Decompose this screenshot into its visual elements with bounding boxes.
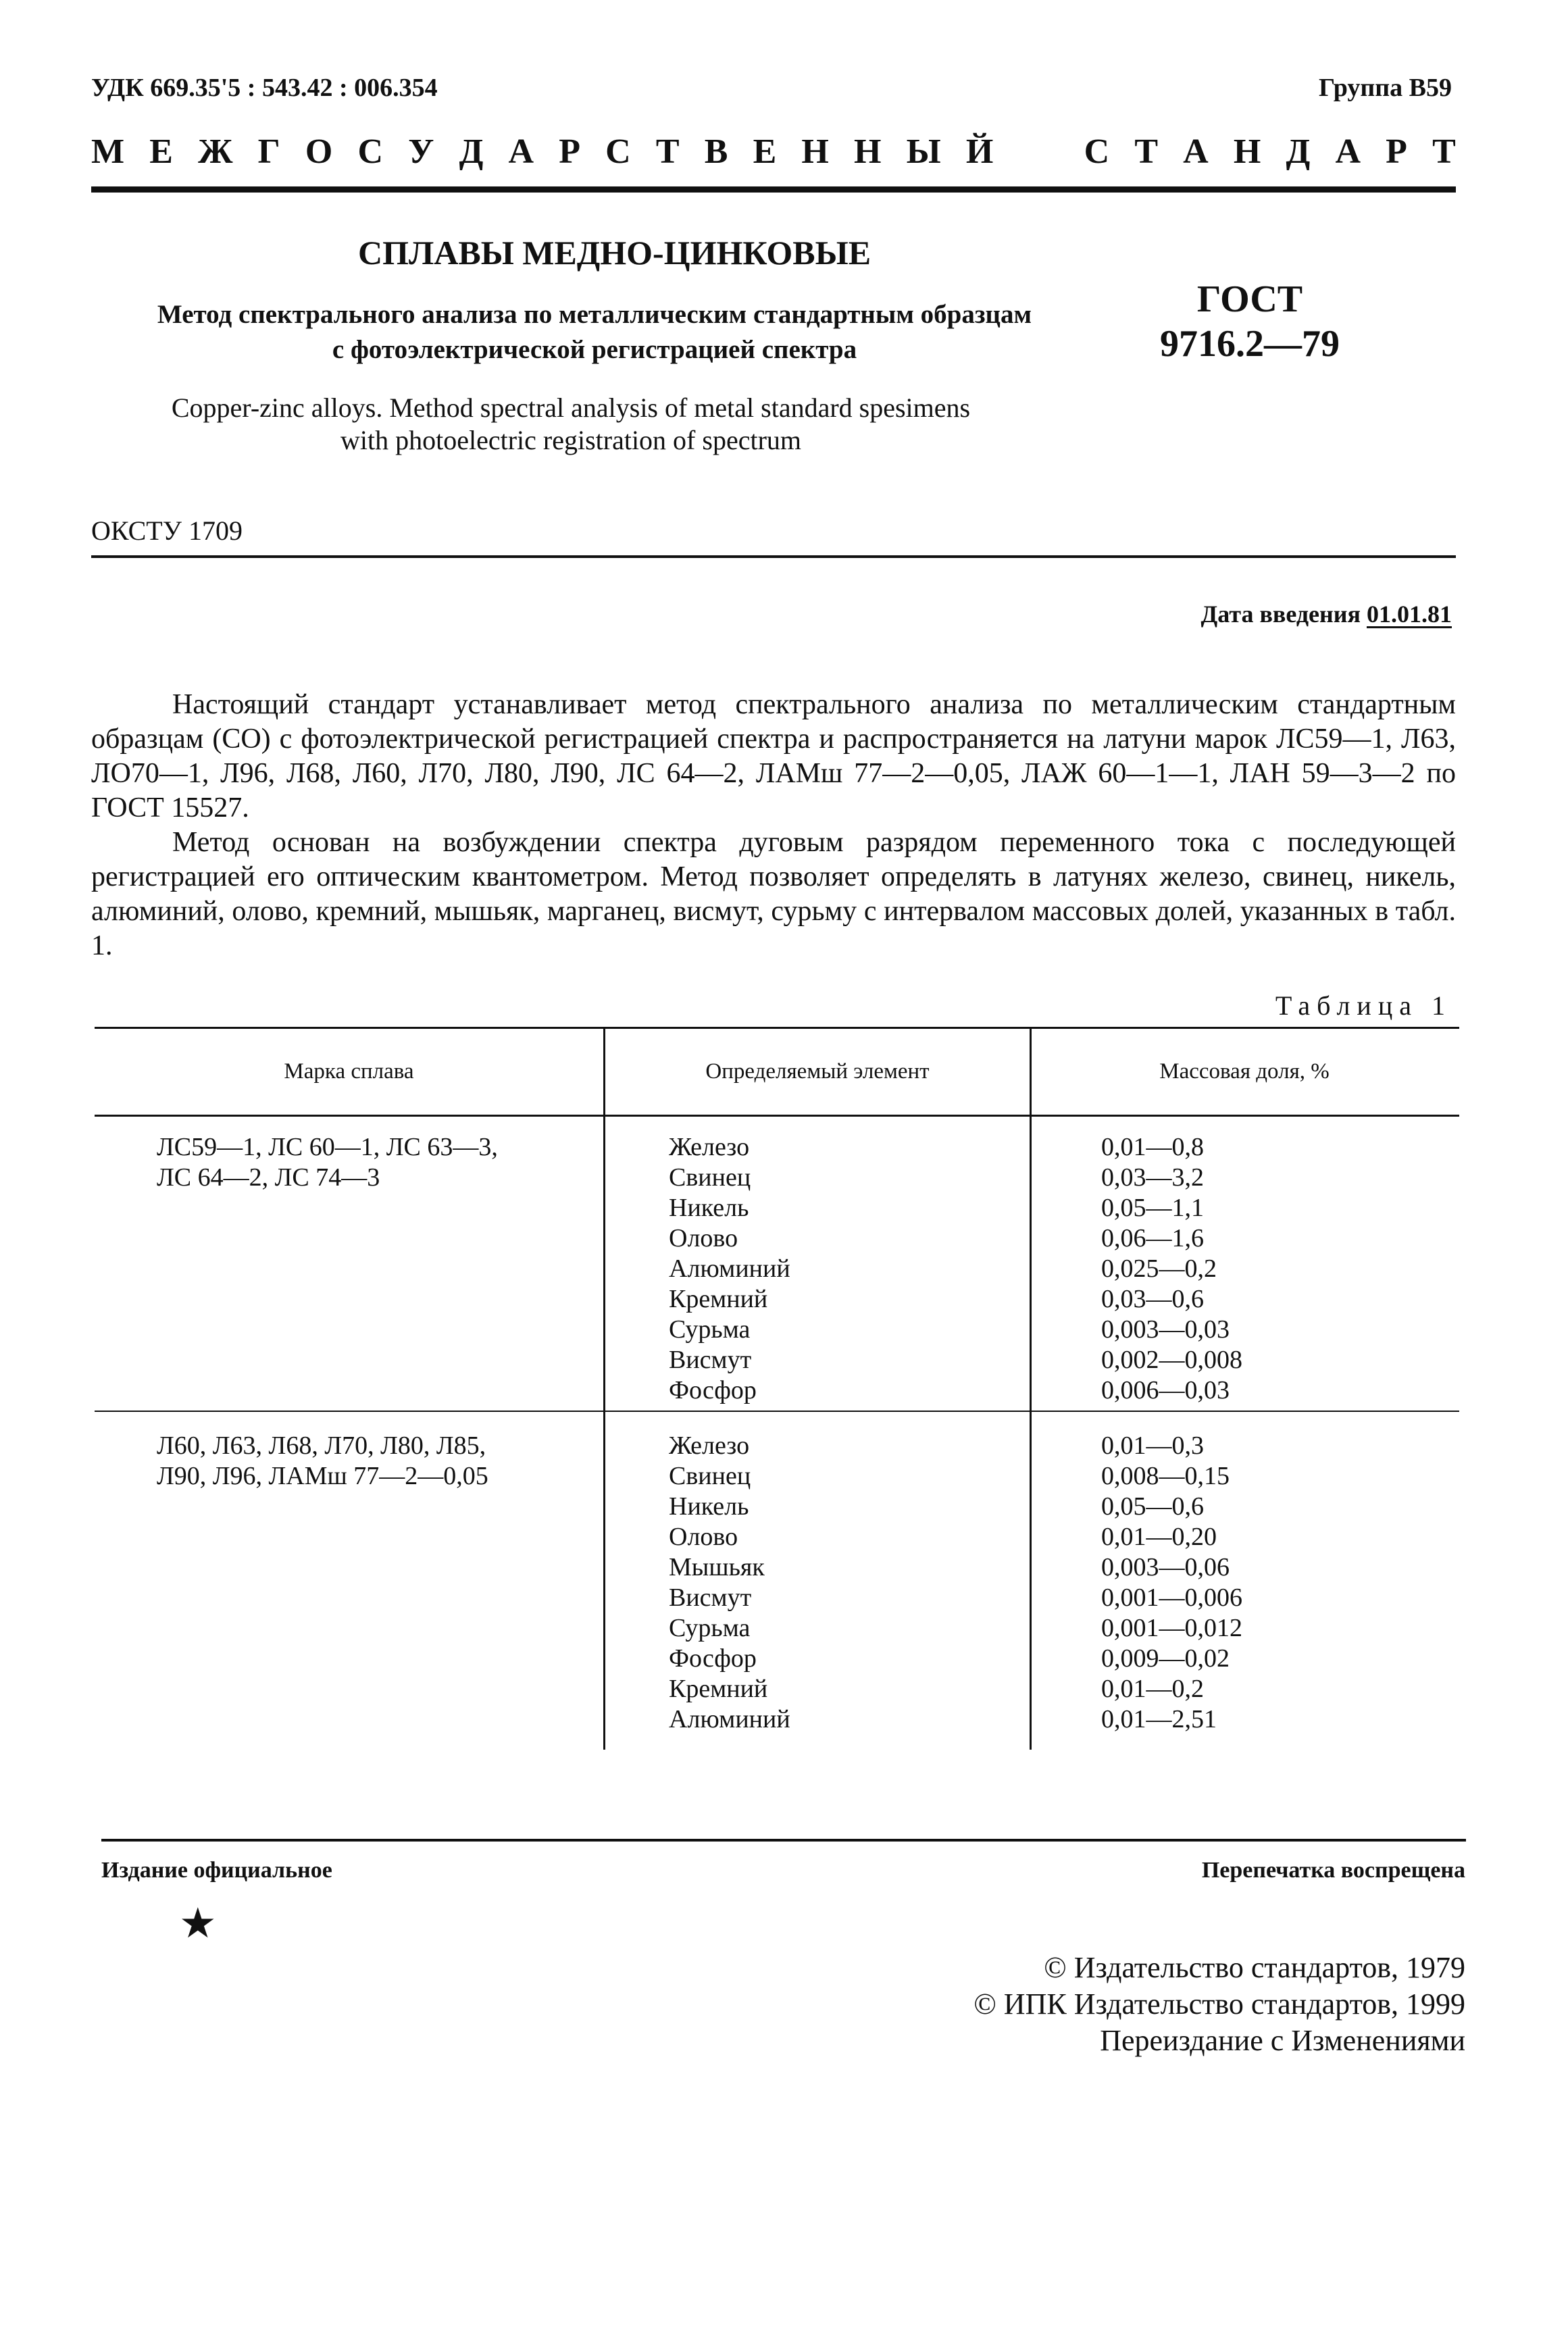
banner-letter: А — [1335, 132, 1361, 171]
fraction-list — [1101, 1431, 1242, 1735]
element-item: Кремний — [669, 1285, 768, 1313]
alloy-line: Л90, Л96, ЛАМш 77—2—0,05 — [157, 1462, 488, 1490]
element-item: Сурьма — [669, 1315, 751, 1344]
fraction-item: 0,05—0,6 — [1101, 1492, 1204, 1521]
fraction-item: 0,002—0,008 — [1101, 1346, 1242, 1374]
star-icon: ★ — [179, 1901, 217, 1947]
banner-letter: Ж — [198, 132, 233, 171]
element-item: Никель — [669, 1194, 749, 1222]
banner-letter: О — [305, 132, 333, 171]
banner-letter: Т — [1432, 132, 1456, 171]
element-item: Никель — [669, 1492, 749, 1521]
banner-letter: Е — [149, 132, 173, 171]
table-group-rule — [95, 1411, 1459, 1412]
table-top-rule — [95, 1027, 1459, 1029]
english-title — [108, 392, 1034, 457]
gost-label: ГОСТ — [1196, 278, 1303, 320]
banner-letter: Н — [801, 132, 829, 171]
fraction-item: 0,01—0,8 — [1101, 1133, 1204, 1161]
element-item: Свинец — [669, 1163, 751, 1192]
oksty-rule — [91, 555, 1456, 558]
fraction-item: 0,003—0,06 — [1101, 1553, 1230, 1581]
banner-letter: Г — [257, 132, 280, 171]
banner-letter: С — [605, 132, 631, 171]
standard-banner — [91, 132, 1456, 172]
fraction-item: 0,008—0,15 — [1101, 1462, 1230, 1490]
table-header-alloy: Марка сплава — [284, 1059, 414, 1084]
subtitle-line: Метод спектрального анализа по металлическим стандартным образцам — [157, 300, 1032, 329]
banner-thick-rule — [91, 186, 1456, 193]
document-subtitle — [95, 297, 1094, 367]
alloy-line: ЛС 64—2, ЛС 74—3 — [157, 1163, 380, 1192]
fraction-item: 0,06—1,6 — [1101, 1224, 1204, 1252]
paragraph-method: Метод основан на возбуждении спектра дуговым разрядом переменного тока с последующей регистрацией его оптическим квантометром. Метод позволяет определять в латунях железо, свинец, никель, алюминий, олово, кремний, мышьяк, марганец, висмут, сурьму с интервалом массовых долей, указанных в табл. 1. — [91, 827, 1456, 961]
banner-letter: Ы — [906, 132, 941, 171]
alloy-line: ЛС59—1, ЛС 60—1, ЛС 63—3, — [157, 1133, 498, 1161]
copyright-line: © ИПК Издательство стандартов, 1999 — [973, 1987, 1465, 2021]
element-item: Мышьяк — [669, 1553, 765, 1581]
fraction-item: 0,05—1,1 — [1101, 1194, 1204, 1222]
alloy-cell — [157, 1132, 498, 1193]
element-item: Сурьма — [669, 1614, 751, 1642]
banner-letter: А — [508, 132, 534, 171]
element-item: Свинец — [669, 1462, 751, 1490]
element-item: Висмут — [669, 1346, 752, 1374]
table-col-divider — [1030, 1027, 1032, 1750]
element-item: Алюминий — [669, 1705, 790, 1733]
element-item: Олово — [669, 1523, 738, 1551]
copyright-block — [973, 1950, 1465, 2059]
copyright-line: © Издательство стандартов, 1979 — [1044, 1951, 1465, 1984]
element-item: Железо — [669, 1431, 750, 1460]
fraction-item: 0,01—2,51 — [1101, 1705, 1217, 1733]
element-item: Кремний — [669, 1675, 768, 1703]
element-item: Алюминий — [669, 1254, 790, 1283]
fraction-item: 0,009—0,02 — [1101, 1644, 1230, 1673]
element-list — [669, 1431, 790, 1735]
footer-rule — [101, 1839, 1466, 1842]
fraction-item: 0,01—0,3 — [1101, 1431, 1204, 1460]
banner-letter: Р — [559, 132, 580, 171]
banner-letter: У — [408, 132, 434, 171]
document-title: СПЛАВЫ МЕДНО-ЦИНКОВЫЕ — [358, 234, 871, 272]
element-item: Фосфор — [669, 1644, 757, 1673]
banner-gap — [1018, 132, 1059, 172]
gost-number — [1148, 277, 1351, 366]
banner-letter: М — [91, 132, 125, 171]
banner-letter: Д — [459, 132, 484, 171]
introduction-date — [1201, 600, 1452, 628]
element-item: Фосфор — [669, 1376, 757, 1404]
fraction-item: 0,003—0,03 — [1101, 1315, 1230, 1344]
fraction-item: 0,03—3,2 — [1101, 1163, 1204, 1192]
banner-letter: Д — [1286, 132, 1311, 171]
table-header-rule — [95, 1115, 1459, 1117]
element-item: Олово — [669, 1224, 738, 1252]
reprint-prohibited-label: Перепечатка воспрещена — [1201, 1858, 1465, 1883]
fraction-item: 0,006—0,03 — [1101, 1376, 1230, 1404]
banner-letter: А — [1183, 132, 1209, 171]
fraction-item: 0,03—0,6 — [1101, 1285, 1204, 1313]
banner-letter: С — [357, 132, 384, 171]
group-code: Группа В59 — [1318, 74, 1452, 102]
official-edition-label: Издание официальное — [101, 1858, 332, 1883]
table-col-divider — [603, 1027, 605, 1750]
english-title-line: Copper-zinc alloys. Method spectral analysis of metal standard spesimens — [171, 392, 971, 423]
banner-letter: В — [704, 132, 728, 171]
table-header-fraction: Массовая доля, % — [1159, 1059, 1330, 1084]
element-list — [669, 1132, 790, 1406]
oksty-code: ОКСТУ 1709 — [91, 515, 243, 546]
date-value: 01.01.81 — [1367, 601, 1452, 628]
udk-code: УДК 669.35'5 : 543.42 : 006.354 — [91, 74, 438, 102]
date-label: Дата введения — [1200, 601, 1361, 628]
table-caption: Таблица 1 — [1275, 990, 1452, 1021]
fraction-list — [1101, 1132, 1242, 1406]
element-item: Висмут — [669, 1583, 752, 1612]
alloy-cell — [157, 1431, 488, 1492]
banner-letter: Й — [965, 132, 994, 171]
fraction-item: 0,025—0,2 — [1101, 1254, 1217, 1283]
english-title-line: with photoelectric registration of spectrum — [340, 425, 801, 455]
banner-letter: Н — [854, 132, 882, 171]
alloy-line: Л60, Л63, Л68, Л70, Л80, Л85, — [157, 1431, 486, 1460]
banner-letter: Т — [655, 132, 680, 171]
banner-letter: Н — [1233, 132, 1261, 171]
fraction-item: 0,001—0,012 — [1101, 1614, 1242, 1642]
reissue-note: Переиздание с Изменениями — [1100, 2024, 1465, 2057]
paragraph-scope: Настоящий стандарт устанавливает метод спектрального анализа по металлическим стандартным образцам (СО) с фотоэлектрической регистрацией спектра и распространяется на латуни марок ЛС59—1, Л63, ЛО70—1, Л96, Л68, Л60, Л70, Л80, Л90, ЛС 64—2, ЛАМш 77—2—0,05, ЛАЖ 60—1—1, ЛАН 59—3—2 по ГОСТ 15527. — [91, 689, 1456, 823]
fraction-item: 0,01—0,20 — [1101, 1523, 1217, 1551]
subtitle-line: с фотоэлектрической регистрацией спектра — [332, 335, 857, 364]
fraction-item: 0,01—0,2 — [1101, 1675, 1204, 1703]
table-header-element: Определяемый элемент — [705, 1059, 930, 1084]
gost-code: 9716.2—79 — [1160, 323, 1340, 365]
banner-letter: Т — [1134, 132, 1159, 171]
element-item: Железо — [669, 1133, 750, 1161]
fraction-item: 0,001—0,006 — [1101, 1583, 1242, 1612]
banner-letter: С — [1084, 132, 1110, 171]
banner-letter: Е — [753, 132, 777, 171]
banner-letter: Р — [1386, 132, 1407, 171]
